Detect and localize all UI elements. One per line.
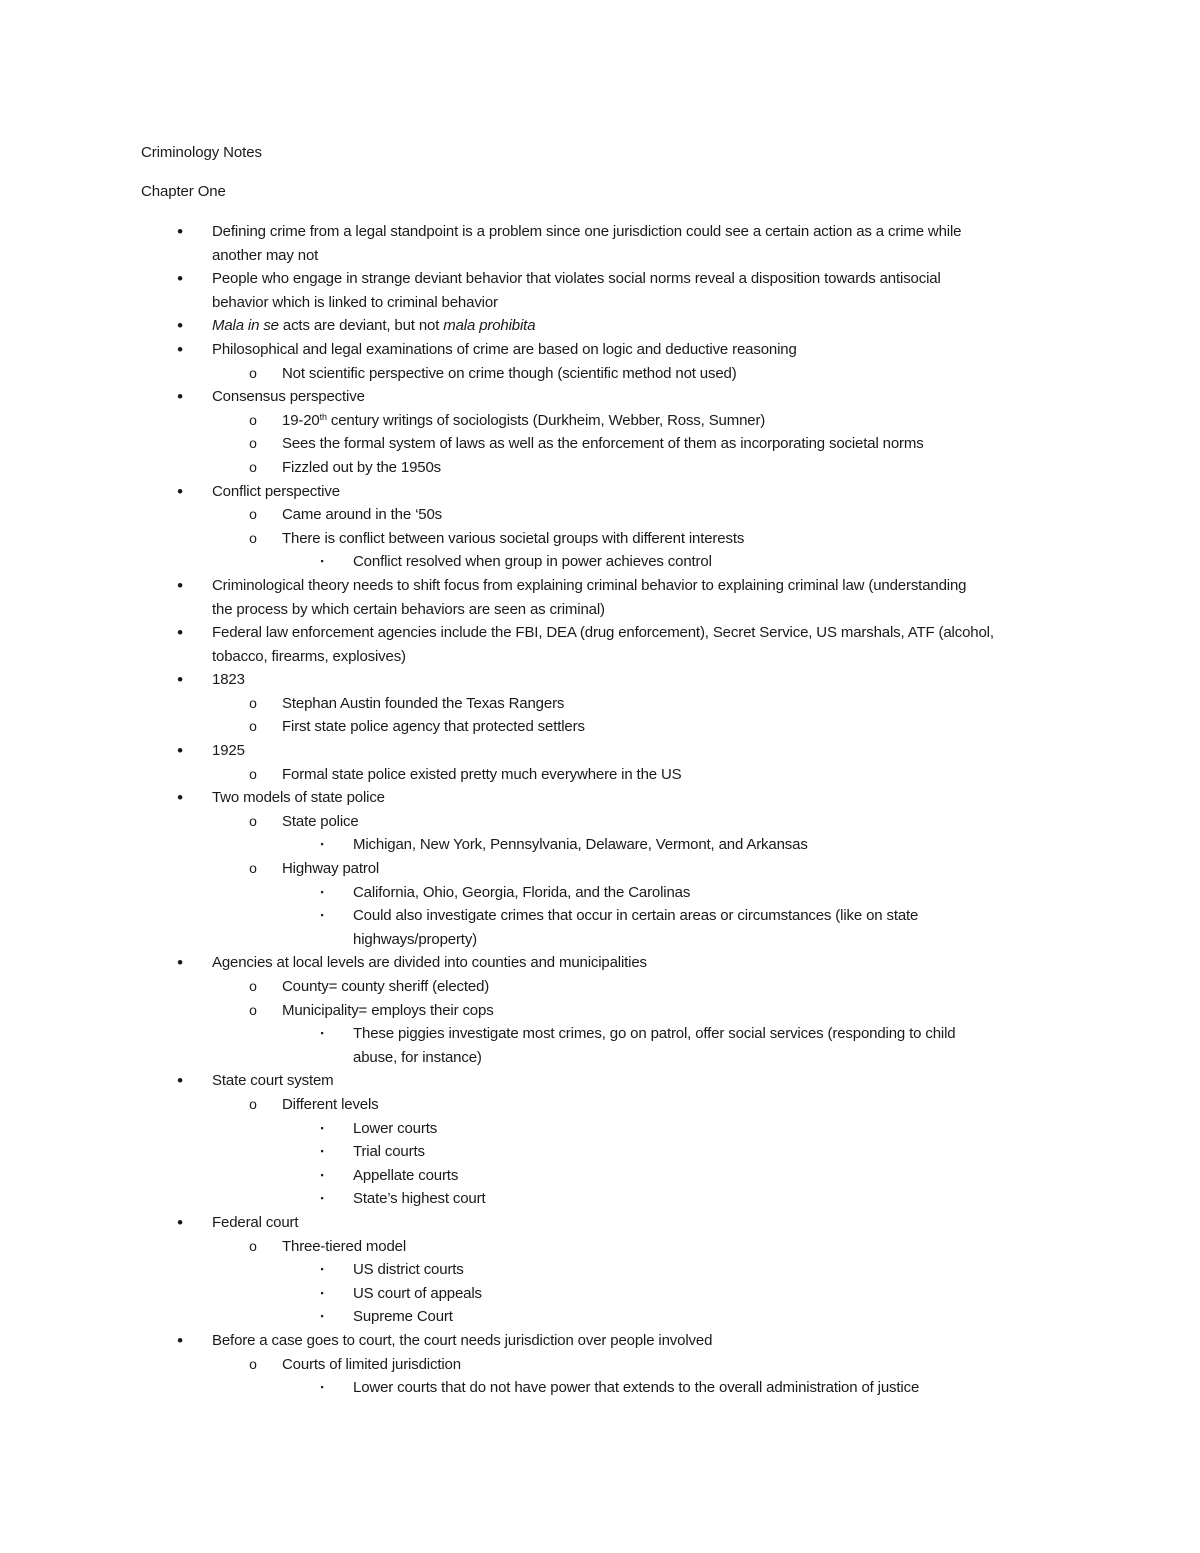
bullet-icon: • (177, 339, 183, 359)
circle-bullet-icon: o (249, 812, 257, 829)
bullet-icon: • (177, 623, 183, 643)
bullet-icon: • (177, 953, 183, 973)
list-item-text: California, Ohio, Georgia, Florida, and the Carolinas (353, 883, 691, 901)
list-item-text: Appellate courts (353, 1166, 459, 1184)
list-item-text: Trial courts (353, 1143, 425, 1161)
list-item-level-2 (0, 715, 1200, 739)
list-item-level-1 (0, 668, 1200, 692)
list-item-text: tobacco, firearms, explosives) (212, 647, 406, 665)
list-item-level-3 (0, 1164, 1200, 1188)
square-bullet-icon: ▪ (320, 1028, 324, 1039)
circle-bullet-icon: o (249, 1237, 257, 1254)
list-item-level-1 (0, 1069, 1200, 1093)
bullet-icon: • (177, 387, 183, 407)
square-bullet-icon: ▪ (320, 1287, 324, 1298)
list-item-text: Three-tiered model (282, 1237, 407, 1255)
list-item-text: First state police agency that protected settlers (282, 718, 585, 736)
list-item-level-2 (0, 999, 1200, 1023)
list-item-level-3 (0, 904, 1200, 928)
list-item-level-2 (0, 1353, 1200, 1377)
list-item-text: abuse, for instance) (353, 1048, 482, 1066)
list-item-level-3 (0, 833, 1200, 857)
list-item-text: Federal court (212, 1213, 299, 1231)
list-item-text: Michigan, New York, Pennsylvania, Delaware, Vermont, and Arkansas (353, 836, 808, 854)
circle-bullet-icon: o (249, 364, 257, 381)
bullet-icon: • (177, 788, 183, 808)
list-item-text: Conflict resolved when group in power achieves control (353, 553, 712, 571)
square-bullet-icon: ▪ (320, 1122, 324, 1133)
list-item-level-1 (0, 314, 1200, 338)
text-segment: century writings of sociologists (Durkheim, Webber, Ross, Sumner) (326, 411, 766, 429)
list-item-text: Federal law enforcement agencies include the FBI, DEA (drug enforcement), Secret Service, US marshals, ATF (alcohol, (212, 624, 994, 642)
list-item-level-2 (0, 527, 1200, 551)
list-item-level-3 (0, 1187, 1200, 1211)
list-item-text: County= county sheriff (elected) (282, 978, 490, 995)
circle-bullet-icon: o (249, 765, 257, 782)
list-item-level-3 (0, 1258, 1200, 1282)
list-item-text: State’s highest court (353, 1190, 486, 1208)
list-item-level-3 (0, 1022, 1200, 1046)
list-item-text: State police (282, 812, 359, 830)
circle-bullet-icon: o (249, 1355, 257, 1372)
list-item-level-1 (0, 621, 1200, 645)
list-item-level-3 (0, 1117, 1200, 1141)
circle-bullet-icon: o (249, 458, 257, 475)
list-item-text: Sees the formal system of laws as well as the enforcement of them as incorporating societal norms (282, 435, 924, 453)
list-item-text: Defining crime from a legal standpoint is a problem since one jurisdiction could see a certain action as a crime while (212, 223, 962, 240)
italic-term: Mala in se (212, 317, 279, 335)
circle-bullet-icon: o (249, 1095, 257, 1112)
list-item-level-1 (0, 786, 1200, 810)
list-item-text: US district courts (353, 1261, 464, 1279)
list-item-text: Supreme Court (353, 1308, 453, 1326)
list-item-level-2 (0, 456, 1200, 480)
notes-list (0, 220, 1200, 1400)
document-title: Criminology Notes (141, 144, 262, 161)
list-item-level-2 (0, 503, 1200, 527)
list-item-level-1 (0, 574, 1200, 598)
list-item-level-2 (0, 1093, 1200, 1117)
list-item-level-1 (0, 267, 1200, 291)
bullet-icon: • (177, 575, 183, 595)
list-item-text: People who engage in strange deviant behavior that violates social norms reveal a disposition towards antisocial (212, 270, 941, 288)
list-item-level-1 (0, 385, 1200, 409)
list-item-text: Lower courts (353, 1119, 438, 1137)
list-item-level-1 (0, 480, 1200, 504)
circle-bullet-icon: o (249, 411, 257, 428)
list-item-level-3 (0, 1305, 1200, 1329)
list-item-level-1 (0, 220, 1200, 244)
bullet-icon: • (177, 1071, 183, 1091)
list-item-text: Stephan Austin founded the Texas Rangers (282, 694, 565, 712)
bullet-icon: • (177, 269, 183, 289)
superscript-text: th (319, 411, 327, 422)
circle-bullet-icon: o (249, 978, 257, 994)
list-item-text: Fizzled out by the 1950s (282, 458, 441, 476)
list-item-text: Consensus perspective (212, 388, 365, 406)
list-item-level-3 (0, 1046, 1200, 1070)
list-item-text: Two models of state police (212, 789, 385, 807)
bullet-icon: • (177, 1330, 183, 1350)
list-item-level-2 (0, 810, 1200, 834)
list-item-level-2 (0, 362, 1200, 386)
list-item-level-2 (0, 975, 1200, 999)
list-item-text: Came around in the ‘50s (282, 506, 442, 524)
list-item-text: Lower courts that do not have power that extends to the overall administration of justice (353, 1379, 920, 1397)
list-item-level-1 (0, 739, 1200, 763)
square-bullet-icon: ▪ (320, 1193, 324, 1204)
square-bullet-icon: ▪ (320, 556, 324, 567)
list-item-level-1 (0, 1329, 1200, 1353)
bullet-icon: • (177, 316, 183, 336)
list-item-text: 1925 (212, 742, 245, 760)
list-item-level-1 (0, 244, 1200, 268)
square-bullet-icon: ▪ (320, 886, 324, 897)
list-item-text: Formal state police existed pretty much everywhere in the US (282, 765, 682, 783)
circle-bullet-icon: o (249, 1001, 257, 1018)
list-item-level-2 (0, 409, 1200, 433)
list-item-text: behavior which is linked to criminal behavior (212, 293, 498, 311)
bullet-icon: • (177, 670, 183, 690)
list-item-level-3 (0, 1376, 1200, 1400)
bullet-icon: • (177, 222, 183, 241)
square-bullet-icon: ▪ (320, 1382, 324, 1393)
list-item-text: Conflict perspective (212, 482, 340, 500)
list-item-text: Criminological theory needs to shift focus from explaining criminal behavior to explaining criminal law (understanding (212, 576, 967, 594)
chapter-heading: Chapter One (141, 183, 226, 200)
list-item-text (282, 409, 765, 433)
list-item-text: Not scientific perspective on crime though (scientific method not used) (282, 364, 737, 382)
square-bullet-icon: ▪ (320, 1311, 324, 1322)
list-item-level-2 (0, 763, 1200, 787)
list-item-text: Municipality= employs their cops (282, 1001, 494, 1019)
circle-bullet-icon: o (249, 694, 257, 711)
list-item-level-3 (0, 881, 1200, 905)
list-item-text: These piggies investigate most crimes, go on patrol, offer social services (responding to child (353, 1025, 956, 1043)
square-bullet-icon: ▪ (320, 1146, 324, 1157)
list-item-text: Agencies at local levels are divided into counties and municipalities (212, 954, 647, 972)
circle-bullet-icon: o (249, 529, 257, 546)
list-item-text: Different levels (282, 1095, 379, 1113)
list-item-level-2 (0, 857, 1200, 881)
text-segment: acts are deviant, but not (278, 317, 444, 335)
bullet-icon: • (177, 741, 183, 761)
list-item-level-1 (0, 291, 1200, 315)
list-item-level-2 (0, 692, 1200, 716)
list-item-text: State court system (212, 1072, 334, 1090)
circle-bullet-icon: o (249, 860, 257, 877)
bullet-icon: • (177, 1212, 183, 1232)
square-bullet-icon: ▪ (320, 910, 324, 921)
text-segment: 19-20 (282, 411, 320, 429)
list-item-level-1 (0, 598, 1200, 622)
italic-term: mala prohibita (443, 317, 536, 335)
square-bullet-icon: ▪ (320, 1264, 324, 1275)
list-item-level-1 (0, 338, 1200, 362)
list-item-text (212, 314, 535, 338)
list-item-level-2 (0, 1235, 1200, 1259)
list-item-level-3 (0, 1140, 1200, 1164)
square-bullet-icon: ▪ (320, 839, 324, 850)
list-item-text: Before a case goes to court, the court needs jurisdiction over people involved (212, 1331, 713, 1349)
circle-bullet-icon: o (249, 718, 257, 735)
list-item-text: 1823 (212, 671, 245, 689)
list-item-level-1 (0, 645, 1200, 669)
list-item-text: highways/property) (353, 930, 478, 948)
list-item-level-1 (0, 951, 1200, 975)
list-item-text: the process by which certain behaviors are seen as criminal) (212, 600, 605, 618)
bullet-icon: • (177, 481, 183, 501)
list-item-level-3 (0, 1282, 1200, 1306)
circle-bullet-icon: o (249, 506, 257, 523)
list-item-level-3 (0, 928, 1200, 952)
list-item-text: Courts of limited jurisdiction (282, 1355, 461, 1373)
list-item-text: Highway patrol (282, 860, 380, 878)
list-item-text: another may not (212, 246, 319, 264)
list-item-level-1 (0, 1211, 1200, 1235)
square-bullet-icon: ▪ (320, 1169, 324, 1180)
circle-bullet-icon: o (249, 435, 257, 452)
list-item-text: US court of appeals (353, 1284, 482, 1302)
list-item-level-3 (0, 550, 1200, 574)
list-item-text: There is conflict between various societal groups with different interests (282, 529, 745, 547)
list-item-text: Philosophical and legal examinations of crime are based on logic and deductive reasoning (212, 340, 797, 358)
list-item-level-2 (0, 432, 1200, 456)
list-item-text: Could also investigate crimes that occur in certain areas or circumstances (like on state (353, 907, 919, 925)
